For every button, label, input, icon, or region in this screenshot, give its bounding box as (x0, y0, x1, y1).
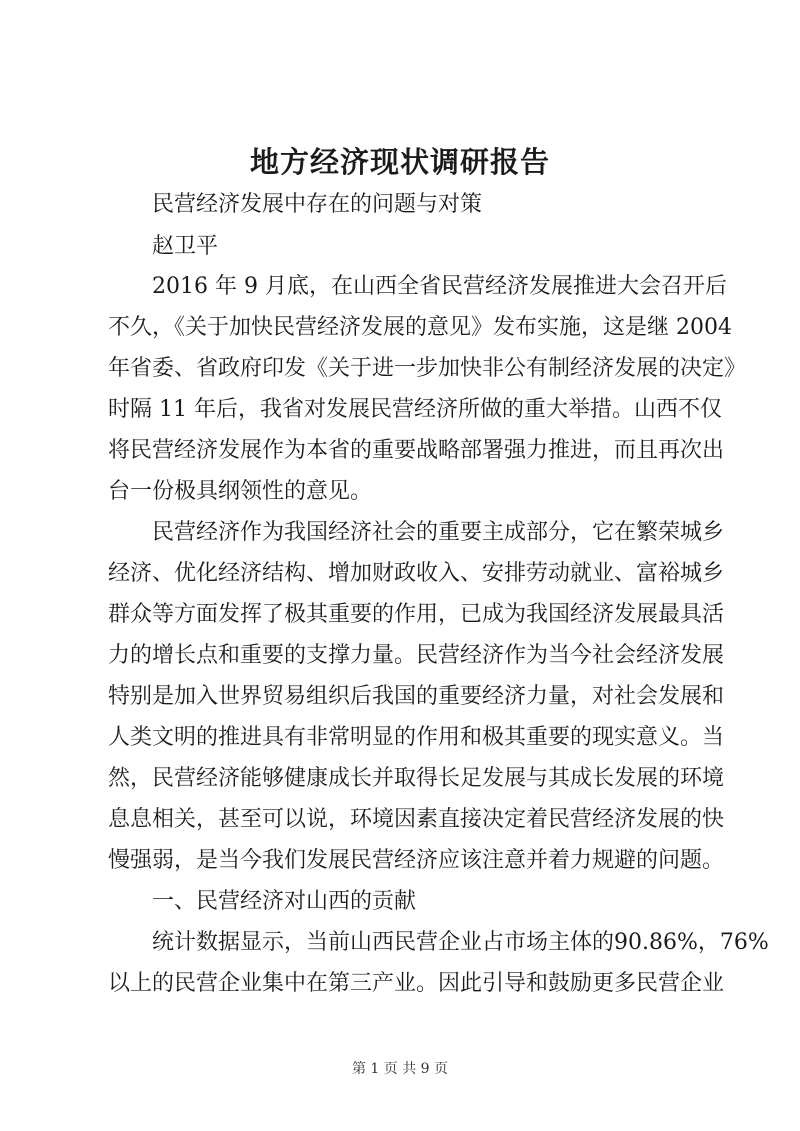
paragraph-2-line: 慢强弱，是当今我们发展民营经济应该注意并着力规避的问题。 (108, 848, 725, 873)
page-number-footer: 第 1 页 共 9 页 (351, 1061, 449, 1077)
paragraph-1-line: 年省委、省政府印发《关于进一步加快非公有制经济发展的决定》 (108, 356, 747, 381)
paragraph-2-line: 人类文明的推进具有非常明显的作用和极其重要的现实意义。当 (108, 725, 725, 750)
document-title: 地方经济现状调研报告 (249, 145, 550, 179)
paragraph-1-line: 2016 年 9 月底，在山西全省民营经济发展推进大会召开后 (152, 274, 727, 299)
paragraph-2-line: 息息相关，甚至可以说，环境因素直接决定着民营经济发展的快 (108, 807, 725, 832)
paragraph-3-line: 统计数据显示，当前山西民营企业占市场主体的90.86%，76% (152, 930, 769, 955)
paragraph-2-line: 然，民营经济能够健康成长并取得长足发展与其成长发展的环境 (108, 766, 725, 791)
paragraph-1-line: 不久，《关于加快民营经济发展的意见》发布实施，这是继 2004 (108, 315, 732, 340)
paragraph-2-line: 民营经济作为我国经济社会的重要主成部分，它在繁荣城乡 (152, 520, 725, 545)
document-author: 赵卫平 (152, 234, 219, 259)
section-1-heading: 一、民营经济对山西的贡献 (152, 889, 417, 914)
paragraph-3-line: 以上的民营企业集中在第三产业。因此引导和鼓励更多民营企业 (108, 971, 725, 996)
document-subtitle: 民营经济发展中存在的问题与对策 (152, 192, 483, 217)
paragraph-2-line: 经济、优化经济结构、增加财政收入、安排劳动就业、富裕城乡 (108, 561, 725, 586)
paragraph-1-line: 时隔 11 年后，我省对发展民营经济所做的重大举措。山西不仅 (108, 397, 722, 422)
paragraph-2-line: 力的增长点和重要的支撑力量。民营经济作为当今社会经济发展 (108, 643, 725, 668)
paragraph-1-line: 将民营经济发展作为本省的重要战略部署强力推进，而且再次出 (108, 438, 725, 463)
paragraph-2-line: 特别是加入世界贸易组织后我国的重要经济力量，对社会发展和 (108, 684, 725, 709)
paragraph-1-line: 台一份极具纲领性的意见。 (108, 479, 373, 504)
paragraph-2-line: 群众等方面发挥了极其重要的作用，已成为我国经济发展最具活 (108, 602, 725, 627)
